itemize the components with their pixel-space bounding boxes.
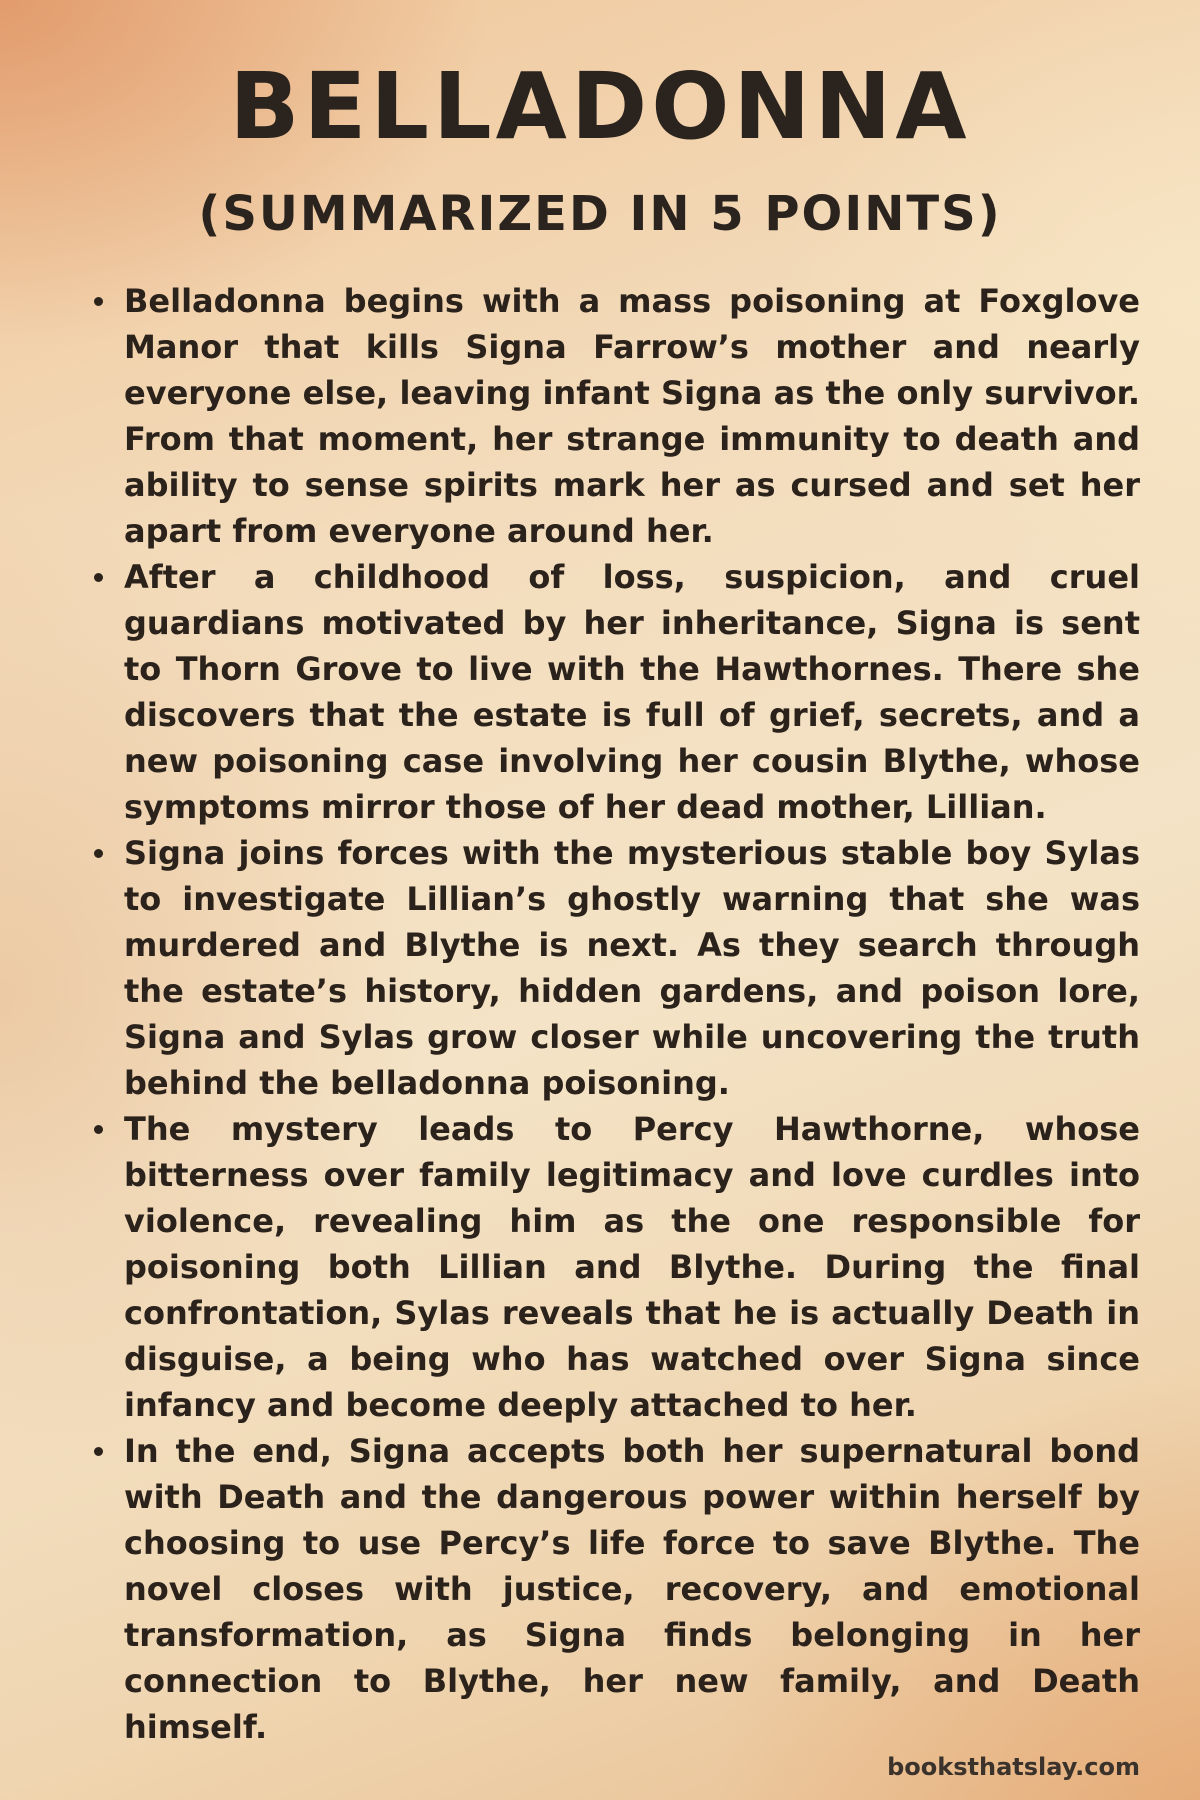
summary-point-3 bbox=[94, 830, 1140, 1106]
summary-points-list bbox=[94, 278, 1140, 1750]
summary-point-5 bbox=[94, 1428, 1140, 1750]
bullet-icon bbox=[94, 297, 103, 306]
summary-point-text: After a childhood of loss, suspicion, and cruel guardians motivated by her inheritance, Signa is sent to Thorn Grove to live with the Hawthornes. There she discovers that the estate is full of grief, secrets, and a new poisoning case involving her cousin Blythe, whose symptoms mirror those of her dead mother, Lillian. bbox=[124, 558, 1140, 826]
bullet-icon bbox=[94, 849, 103, 858]
bullet-icon bbox=[94, 573, 103, 582]
summary-point-1 bbox=[94, 278, 1140, 554]
source-website: booksthatslay.com bbox=[887, 1753, 1140, 1781]
page-title: BELLADONNA bbox=[229, 53, 971, 160]
page-subtitle: (SUMMARIZED IN 5 POINTS) bbox=[198, 186, 1002, 242]
summary-point-2 bbox=[94, 554, 1140, 830]
summary-point-4 bbox=[94, 1106, 1140, 1428]
summary-point-text: In the end, Signa accepts both her supernatural bond with Death and the dangerous power within herself by choosing to use Percy’s life force to save Blythe. The novel closes with justice, recovery, and emotional transformation, as Signa finds belonging in her connection to Blythe, her new family, and Death himself. bbox=[124, 1432, 1140, 1746]
summary-point-text: Signa joins forces with the mysterious stable boy Sylas to investigate Lillian’s ghostly warning that she was murdered and Blythe is next. As they search through the estate’s history, hidden gardens, and poison lore, Signa and Sylas grow closer while uncovering the truth behind the belladonna poisoning. bbox=[124, 834, 1140, 1102]
bullet-icon bbox=[94, 1125, 103, 1134]
summary-point-text: Belladonna begins with a mass poisoning at Foxglove Manor that kills Signa Farrow’s mother and nearly everyone else, leaving infant Signa as the only survivor. From that moment, her strange immunity to death and ability to sense spirits mark her as cursed and set her apart from everyone around her. bbox=[124, 282, 1140, 550]
bullet-icon bbox=[94, 1447, 103, 1456]
summary-point-text: The mystery leads to Percy Hawthorne, whose bitterness over family legitimacy and love curdles into violence, revealing him as the one responsible for poisoning both Lillian and Blythe. During the final confrontation, Sylas reveals that he is actually Death in disguise, a being who has watched over Signa since infancy and become deeply attached to her. bbox=[124, 1110, 1140, 1424]
